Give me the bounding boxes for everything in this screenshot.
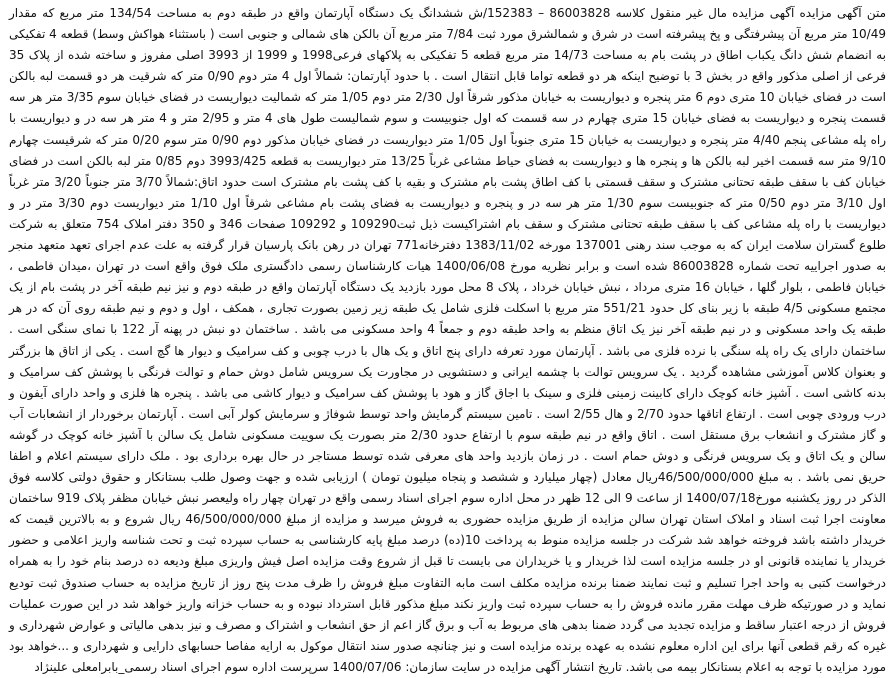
auction-notice-text: متن آگهی مزایده آگهی مزایده مال غیر منقول کلاسه 86003828 – 152383/ش ششدانگ یک دستگاه آپارتمان واقع در طبقه دوم به مساحت 134/54 متر مربع که مقدار 10/49 متر مربع آن پیشرفتگی و پخ پیشرفته است در شرق و شمالشرق مورد ثبت 7/84 متر مربع آن بالکن های شمالی و جنوبی است ( باستثناء هواکش وسط) قطعه 4 تفکیکی به انضمام شش دانگ یکباب اطاق در پشت بام به مساحت 14/73 متر مربع قطعه 5 تفکیکی به پلاکهای فرعی1998 و 1999 از 3993 اصلی مفروز و ساخته شده از پلاک 35 فرعی از اصلی مذکور واقع در بخش 3 با توضیح اینکه هر دو قطعه تواما قابل انتقال است . با حدود آپارتمان: شمالاً اول 4 متر دوم 0/90 متر که شرقیت هر دو قسمت لبه بالکن است در فضای خیابان 10 متری دوم 6 متر پنجره و دیواریست به خیابان مذکور شرقاً اول 2/30 متر دوم 1/05 متر که شمالیت دیواریست در فضای خیابان سوم 3/35 متر هر سه قسمت پنجره و دیواریست به فضای خیابان 15 متری چهارم در سه قسمت که اول جنوبیست و سوم شمالیست طول های 4 متر و 2/95 متر و 4 متر هر سه در و دیواریست با راه پله مشاعی پنجم 4/40 متر پنجره و دیواریست به خیابان 15 متری جنوباً اول 1/05 متر دیواریست در فضای خیابان مذکور دوم 0/90 متر سوم 0/20 متر که شرقیست چهارم 9/10 متر سه قسمت اخیر لبه بالکن ها و پنجره ها و دیواریست به فضای حیاط مشاعی غرباً 13/25 متر دیواریست به قطعه 3993/425 دوم 0/85 متر لبه بالکن است در فضای خیابان کف با سقف طبقه تحتانی مشترک و سقف قسمتی با کف اطاق پشت بام مشترک و بقیه با کف پشت بام مشترک است حدود اتاق:شمالاً 3/70 متر جنوباً 3/20 متر غرباً اول 3/10 متر دوم 0/50 متر که جنوبیست سوم 1/30 متر هر سه در و پنجره و دیواریست به فضای پشت بام مشاعی شرقاً اول 1/10 متر دیواریست دوم 3/30 متر در و دیواریست با راه پله مشاعی کف با سقف طبقه تحتانی مشترک و سقف بام اشتراکیست ذیل ثبت109290 و 109292 صفحات 346 و 350 دفتر املاک 754 متعلق به شرکت طلوع گستران سلامت ایران که به موجب سند رهنی 137001 مورخه 1383/11/02 دفترخانه771 تهران در رهن بانک پارسیان قرار گرفته به علت عدم اجرای تعهد متعهد منجر به صدور اجراییه تحت شماره 86003828 شده است و برابر نظریه مورخ 1400/06/08 هیات کارشناسان رسمی دادگستری ملک فوق واقع است در تهران ،میدان فاطمی ، خیابان فاطمی ، بلوار گلها ، خیابان 16 متری مرداد ، نبش خیابان خرداد ، پلاک 8 محل مورد بازدید یک دستگاه آپارتمان واقع در طبقه دوم و نیز نیم طبقه آخر در پشت بام از یک مجتمع مسکونی 4/5 طبقه با زیر بنای کل حدود 551/21 متر مربع با اسکلت فلزی شامل یک طبقه زیر زمین بصورت تجاری ، همکف ، اول و دوم و نیم طبقه روی آن که در هر طبقه یک واحد مسکونی و در نیم طبقه آخر نیز یک اتاق منظم به واحد طبقه دوم و جمعاً 4 واحد مسکونی می باشد . ساختمان دو نبش در پهنه آر 122 با نمای سنگی است . ساختمان دارای یک راه پله سنگی با نرده فلزی می باشد . آپارتمان مورد تعرفه دارای پنج اتاق و یک هال با درب چوبی و کف سرامیک و دیوار ها گچ است . یکی از اتاق ها بزرگتر و بعنوان کلاس آموزشی مشاهده گردید . یک سرویس توالت با چشمه ایرانی و دستشویی در مجاورت یک سرویس شامل دوش حمام و توالت فرنگی با پوشش کف سرامیک و بدنه کاشی است . آشپز خانه کوچک دارای کابینت زمینی فلزی و سینک با اجاق گاز و هود با پوشش کف سرامیک و دیوار کاشی می باشد . پنجره ها فلزی و واحد دارای آیفون و درب ورودی چوبی است . ارتفاع اتاقها حدود 2/70 و هال 2/55 است . تامین سیستم گرمایش واحد توسط شوفاژ و سرمایش کولر آبی است . آپارتمان برخوردار از انشعابات آب و گاز مشترک و انشعاب برق مستقل است . اتاق واقع در نیم طبقه سوم با ارتفاع حدود 2/30 متر بصورت یک سوییت مسکونی شامل یک سالن با آشپز خانه کوچک در گوشه سالن و یک اتاق و یک سرویس فرنگی و دوش حمام است . در زمان بازدید واحد های معرفی شده توسط مستاجر در حال بهره برداری بود . ملک دارای سیستم اعلام و اطفا حریق نمی باشد . به مبلغ 46/500/000/000ریال معادل (چهار میلیارد و ششصد و پنجاه میلیون تومان ) ارزیابی شده و جهت وصول طلب بستانکار و حقوق دولتی کلاسه فوق الذکر در روز یکشنبه مورخ1400/07/18 از ساعت 9 الی 12 ظهر در محل اداره سوم اجرای اسناد رسمی واقع در تهران چهار راه ولیعصر نبش خیابان مظفر پلاک 919 ساختمان معاونت اجرا ثبت اسناد و املاک استان تهران سالن مزایده از طریق مزایده حضوری به فروش میرسد و مزایده از مبلغ 46/500/000/000 ریال شروع و به بالاترین قیمت که خریدار داشته باشد فروخته خواهد شد شرکت در جلسه مزایده منوط به پرداخت 10(ده) درصد مبلغ پایه کارشناسی به حساب سپرده ثبت و تحت شناسه واریز اعلامی و حضور خریدار یا نماینده قانونی او در جلسه مزایده است لذا خریدار و یا خریداران می بایست تا قبل از شروع وقت مزایده اصل فیش واریزی مبلغ ودیعه ده درصد بنام خود را به همراه درخواست کتبی به واحد اجرا تسلیم و ثبت نمایند ضمنا برنده مزایده مکلف است مابه التفاوت مبلغ فروش را ظرف مدت پنج روز از تاریخ مزایده به حساب صندوق ثبت تودیع نماید و در صورتیکه ظرف مهلت مقرر مانده فروش را به حساب سپرده ثبت واریز نکند مبلغ مذکور قابل استرداد نبوده و به حساب خزانه واریز خواهد شد در این صورت عملیات فروش از درجه اعتبار ساقط و مزایده تجدید می گردد ضمنا بدهی های مربوط به آب و برق گاز اعم از حق انشعاب و اشتراک و مصرف و نیز بدهی مالیاتی و عوارض شهرداری و غیره که رقم قطعی آنها برای این اداره معلوم نشده به عهده برنده مزایده است و نیز چنانچه صدور سند انتقال موکول به ارایه مفاصا حسابهای دارایی و شهرداری و ...خواهد بود مورد مزایده با توجه به اعلام بستانکار بیمه می باشد. تاریخ انتشار آگهی مزایده در سایت سازمان: 1400/07/06 سرپرست اداره سوم اجرای اسناد رسمی_بابرامعلی علینژاد — [9, 6, 887, 674]
